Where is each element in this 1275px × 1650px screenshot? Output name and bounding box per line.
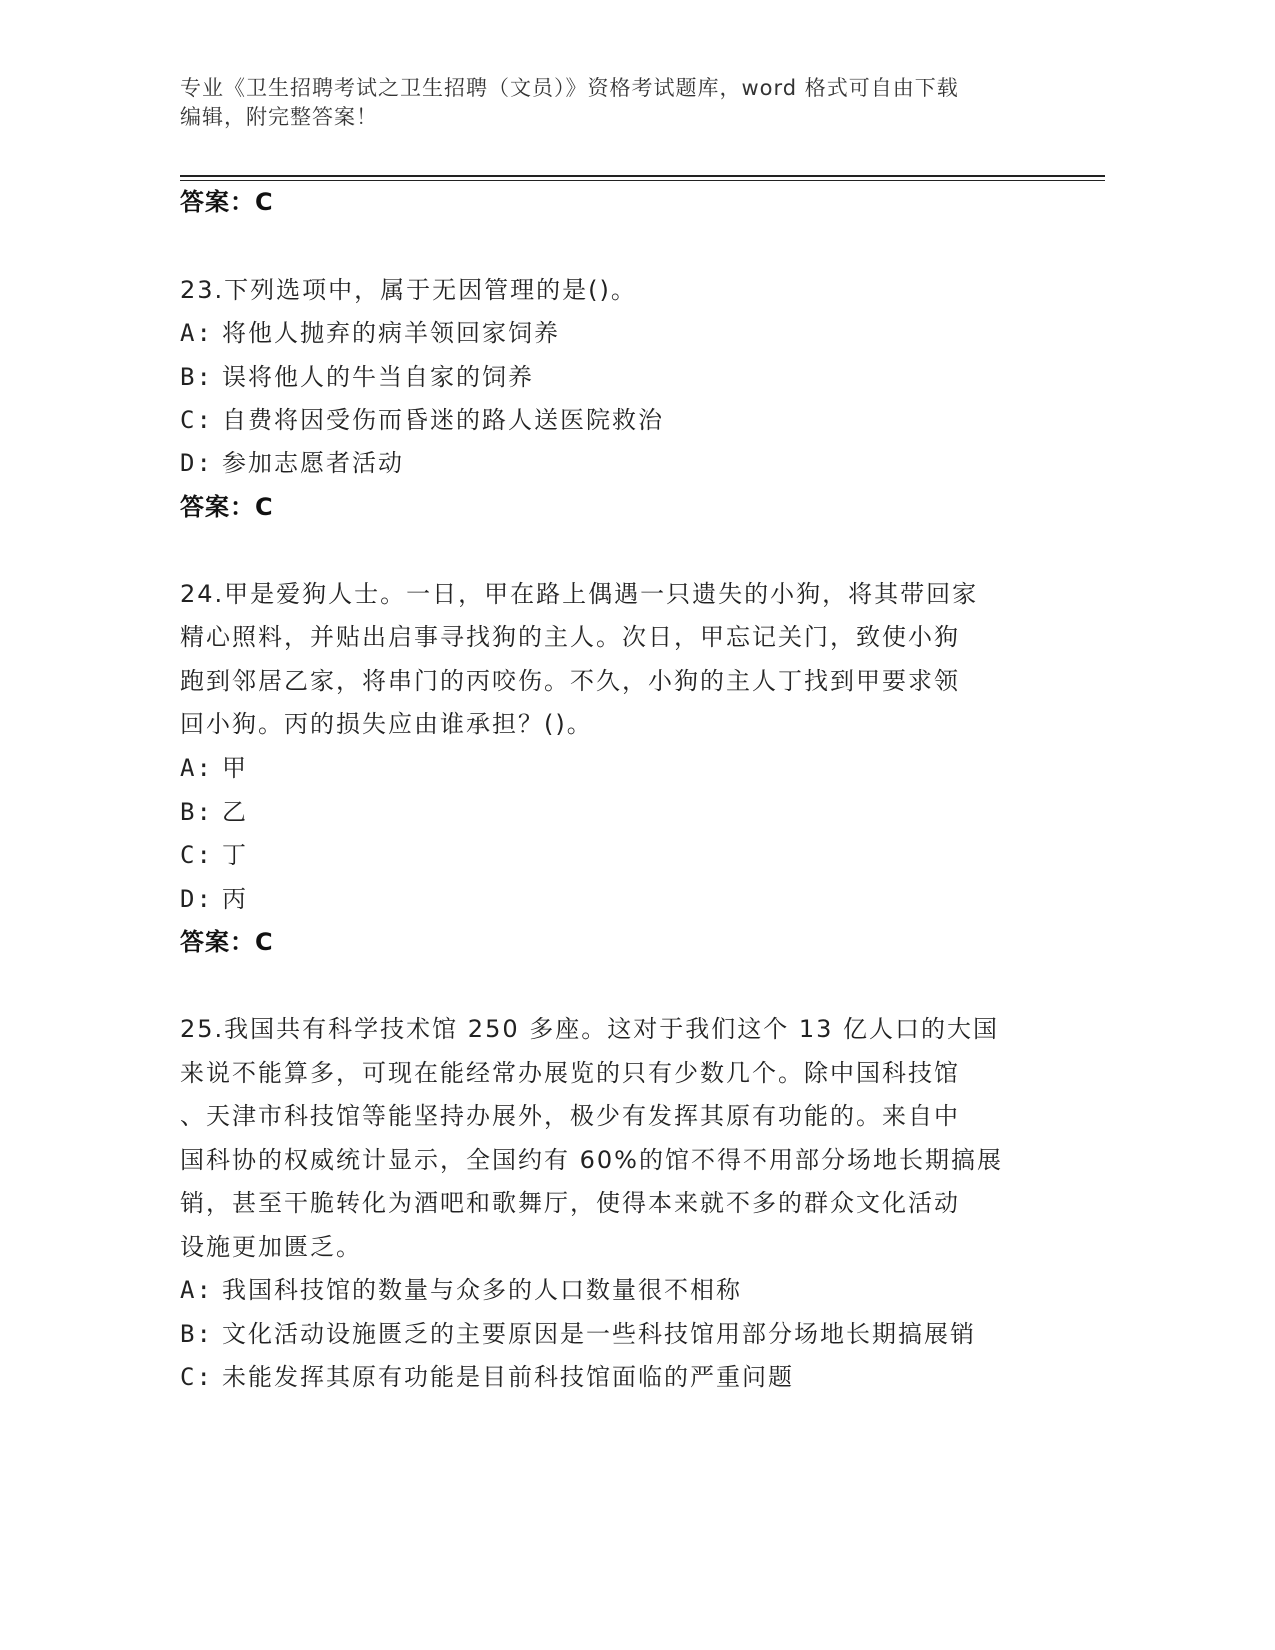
- q23-stem: 23.下列选项中，属于无因管理的是()。: [180, 276, 637, 304]
- option-text: 丁: [222, 841, 248, 869]
- option-text: 将他人抛弃的病羊领回家饲养: [222, 319, 560, 347]
- q25-option-b: [180, 1319, 976, 1349]
- q24-option-d: [180, 884, 248, 914]
- q25-option-a: [180, 1275, 742, 1305]
- option-letter: A:: [180, 1276, 213, 1304]
- option-letter: A:: [180, 319, 213, 347]
- option-text: 误将他人的牛当自家的饲养: [222, 363, 534, 391]
- option-text: 丙: [222, 885, 248, 913]
- q23-answer: 答案：C: [180, 493, 274, 521]
- option-letter: B:: [180, 363, 213, 391]
- prev-answer: 答案：C: [180, 188, 274, 216]
- option-letter: C:: [180, 406, 213, 434]
- option-text: 我国科技馆的数量与众多的人口数量很不相称: [222, 1276, 742, 1304]
- q25-stem-line-6: 设施更加匮乏。: [180, 1233, 362, 1261]
- header-rule-thin: [180, 180, 1105, 181]
- q25-stem-line-1: 25.我国共有科学技术馆 250 多座。这对于我们这个 13 亿人口的大国: [180, 1015, 1000, 1043]
- q25-stem-line-3: 、天津市科技馆等能坚持办展外，极少有发挥其原有功能的。来自中: [180, 1102, 960, 1130]
- option-text: 自费将因受伤而昏迷的路人送医院救治: [222, 406, 664, 434]
- header-rule-thick: [180, 175, 1105, 177]
- q24-stem-line-3: 跑到邻居乙家，将串门的丙咬伤。不久，小狗的主人丁找到甲要求领: [180, 667, 960, 695]
- q24-answer: 答案：C: [180, 928, 274, 956]
- option-letter: D:: [180, 449, 213, 477]
- option-letter: D:: [180, 885, 213, 913]
- q24-stem-line-1: 24.甲是爱狗人士。一日，甲在路上偶遇一只遗失的小狗，将其带回家: [180, 580, 979, 608]
- header-line-2: 编辑，附完整答案！: [180, 105, 378, 129]
- q25-stem-line-2: 来说不能算多，可现在能经常办展览的只有少数几个。除中国科技馆: [180, 1059, 960, 1087]
- option-letter: B:: [180, 1320, 213, 1348]
- q24-option-b: [180, 797, 248, 827]
- header-line-1: 专业《卫生招聘考试之卫生招聘（文员）》资格考试题库，word 格式可自由下载: [180, 76, 959, 100]
- q23-option-d: [180, 448, 404, 478]
- q24-option-a: [180, 753, 248, 783]
- q23-option-b: [180, 362, 534, 392]
- option-text: 未能发挥其原有功能是目前科技馆面临的严重问题: [222, 1363, 794, 1391]
- option-text: 乙: [222, 798, 248, 826]
- option-letter: B:: [180, 798, 213, 826]
- option-letter: A:: [180, 754, 213, 782]
- q25-stem-line-4: 国科协的权威统计显示，全国约有 60%的馆不得不用部分场地长期搞展: [180, 1146, 1003, 1174]
- option-letter: C:: [180, 841, 213, 869]
- q24-stem-line-2: 精心照料，并贴出启事寻找狗的主人。次日，甲忘记关门，致使小狗: [180, 623, 960, 651]
- q23-option-c: [180, 405, 664, 435]
- option-text: 文化活动设施匮乏的主要原因是一些科技馆用部分场地长期搞展销: [222, 1320, 976, 1348]
- option-text: 甲: [222, 754, 248, 782]
- q25-option-c: [180, 1362, 794, 1392]
- option-letter: C:: [180, 1363, 213, 1391]
- option-text: 参加志愿者活动: [222, 449, 404, 477]
- q25-stem-line-5: 销，甚至干脆转化为酒吧和歌舞厅，使得本来就不多的群众文化活动: [180, 1189, 960, 1217]
- page-header: [180, 74, 1060, 132]
- q24-option-c: [180, 840, 248, 870]
- q24-stem-line-4: 回小狗。丙的损失应由谁承担？()。: [180, 710, 593, 738]
- q23-option-a: [180, 318, 560, 348]
